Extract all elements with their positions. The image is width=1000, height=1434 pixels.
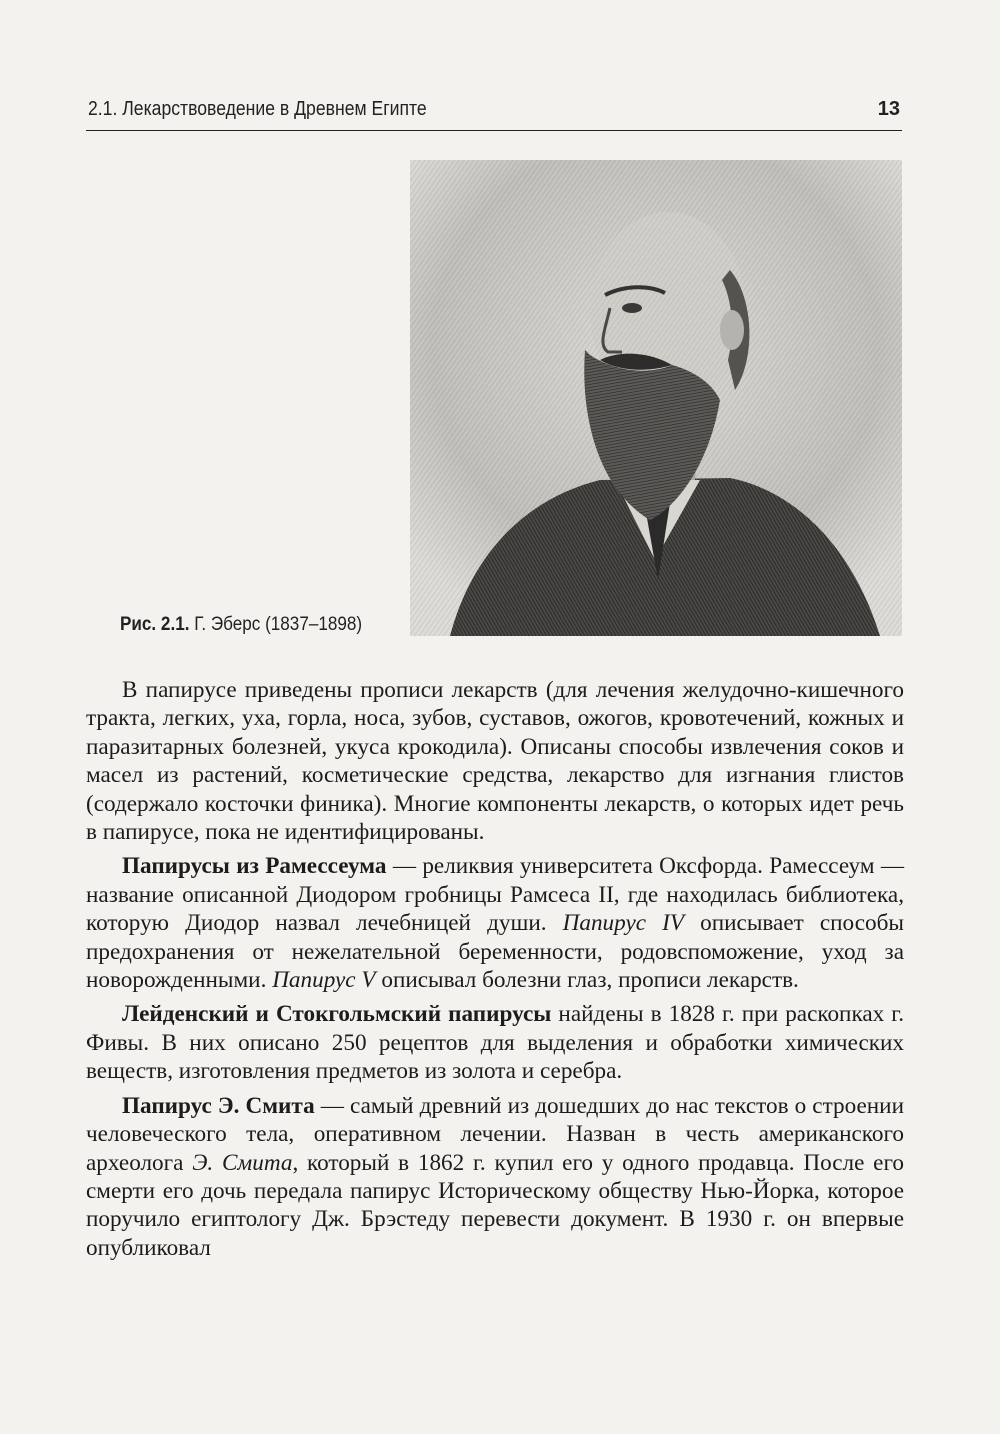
paragraph-emphasis: Папирус V [272, 967, 376, 994]
paragraph-text: описывает способы предохранения от нежелательной беременности, родовспоможение, уход за новорожденными. [86, 910, 904, 994]
body-text [86, 676, 904, 1268]
paragraph [86, 1092, 904, 1262]
engraved-portrait-icon [410, 160, 902, 636]
paragraph-text: , который в 1862 г. купил его у одного продавца. После его смерти его дочь передала папирус Историческому обществу Нью-Йорка, которое поручило египтологу Дж. Брэстеду перевести документ. В 1930 г. он впервые опубликовал [86, 1149, 904, 1261]
running-header [86, 96, 902, 131]
paragraph [86, 676, 904, 846]
figure-label: Рис. 2.1. [120, 614, 190, 635]
paragraph-text: — самый древний из дошедших до нас текстов о строении человеческого тела, оперативном лечении. Назван в честь американского археолога [86, 1092, 904, 1176]
figure-caption-text: Г. Эберс (1837–1898) [194, 614, 363, 635]
paragraph-term: Папирусы из Рамессеума [122, 853, 387, 880]
page-number: 13 [877, 98, 900, 120]
paragraph-term: Лейденский и Стокгольмский папирусы [122, 1001, 552, 1028]
paragraph-text: В папирусе приведены прописи лекарств (для лечения желудочно-кишечного тракта, легких, уха, горла, носа, зубов, суставов, ожогов, кровотечений, кожных и паразитарных болезней, укуса крокодила). Описаны способы извлечения соков и масел из растений, косметические средства, лекарство для изгнания глистов (содержало косточки финика). Многие компоненты лекарств, о которых идет речь в папирусе, пока не идентифицированы. [86, 677, 904, 846]
paragraph-term: Папирус Э. Смита [122, 1092, 315, 1119]
paragraph-text: описывал болезни глаз, прописи лекарств. [375, 967, 799, 994]
paragraph [86, 852, 904, 994]
running-head-title: 2.1. Лекарствоведение в Древнем Египте [88, 98, 427, 120]
paragraph-text: найдены в 1828 г. при раскопках г. Фивы. В них описано 250 рецептов для выделения и обработки химических веществ, изготовления предметов из золота и серебра. [86, 1001, 904, 1085]
paragraph-text: — реликвия университета Оксфорда. Рамессеум — название описанной Диодором гробницы Рамсеса II, где находилась библиотека, которую Диодор назвал лечебницей души. [86, 853, 905, 937]
figure-caption [120, 614, 362, 636]
paragraph [86, 1000, 904, 1085]
paragraph-emphasis: Папирус IV [562, 910, 685, 937]
paragraph-emphasis: Э. Смита [192, 1149, 293, 1176]
portrait-figure [410, 160, 902, 636]
